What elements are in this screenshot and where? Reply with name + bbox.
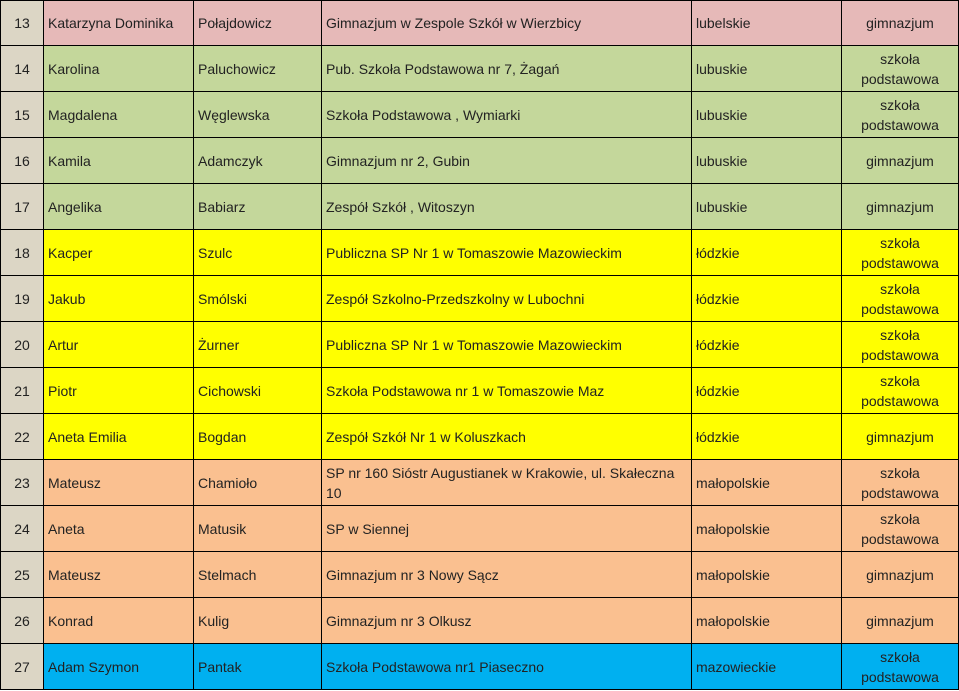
row-number: 27 [1, 644, 44, 690]
school-type: gimnazjum [842, 1, 959, 46]
first-name: Piotr [44, 368, 194, 414]
school-type: szkoła podstawowa [842, 368, 959, 414]
school-name: Gimnazjum nr 3 Nowy Sącz [322, 552, 692, 598]
table-row [1, 644, 959, 690]
region: małopolskie [692, 506, 842, 552]
school-type: gimnazjum [842, 598, 959, 644]
row-number: 21 [1, 368, 44, 414]
first-name: Angelika [44, 184, 194, 230]
table-row [1, 276, 959, 322]
last-name: Kulig [194, 598, 322, 644]
last-name: Babiarz [194, 184, 322, 230]
region: lubuskie [692, 138, 842, 184]
last-name: Stelmach [194, 552, 322, 598]
table-row [1, 230, 959, 276]
table-row [1, 1, 959, 46]
last-name: Matusik [194, 506, 322, 552]
row-number: 17 [1, 184, 44, 230]
row-number: 22 [1, 414, 44, 460]
school-name: Pub. Szkoła Podstawowa nr 7, Żagań [322, 46, 692, 92]
last-name: Żurner [194, 322, 322, 368]
first-name: Mateusz [44, 552, 194, 598]
school-type: szkoła podstawowa [842, 322, 959, 368]
school-name: Gimnazjum nr 2, Gubin [322, 138, 692, 184]
first-name: Katarzyna Dominika [44, 1, 194, 46]
first-name: Konrad [44, 598, 194, 644]
table-row [1, 368, 959, 414]
last-name: Szulc [194, 230, 322, 276]
region: małopolskie [692, 552, 842, 598]
school-type: szkoła podstawowa [842, 644, 959, 690]
school-name: Publiczna SP Nr 1 w Tomaszowie Mazowieckim [322, 322, 692, 368]
school-type: gimnazjum [842, 414, 959, 460]
table-row [1, 552, 959, 598]
last-name: Węglewska [194, 92, 322, 138]
school-type: gimnazjum [842, 552, 959, 598]
school-name: Zespół Szkolno-Przedszkolny w Lubochni [322, 276, 692, 322]
school-name: Szkoła Podstawowa nr 1 w Tomaszowie Maz [322, 368, 692, 414]
school-type: szkoła podstawowa [842, 506, 959, 552]
region: lubelskie [692, 1, 842, 46]
first-name: Karolina [44, 46, 194, 92]
first-name: Kamila [44, 138, 194, 184]
last-name: Cichowski [194, 368, 322, 414]
school-name: Zespół Szkół , Witoszyn [322, 184, 692, 230]
region: lubuskie [692, 184, 842, 230]
table-row [1, 92, 959, 138]
region: łódzkie [692, 414, 842, 460]
school-type: szkoła podstawowa [842, 92, 959, 138]
first-name: Aneta Emilia [44, 414, 194, 460]
last-name: Paluchowicz [194, 46, 322, 92]
first-name: Kacper [44, 230, 194, 276]
school-type: gimnazjum [842, 138, 959, 184]
row-number: 25 [1, 552, 44, 598]
row-number: 14 [1, 46, 44, 92]
school-name: Zespół Szkół Nr 1 w Koluszkach [322, 414, 692, 460]
last-name: Pantak [194, 644, 322, 690]
school-name: SP nr 160 Sióstr Augustianek w Krakowie, ul. Skałeczna 10 [322, 460, 692, 506]
school-name: Gimnazjum w Zespole Szkół w Wierzbicy [322, 1, 692, 46]
row-number: 26 [1, 598, 44, 644]
region: łódzkie [692, 322, 842, 368]
first-name: Jakub [44, 276, 194, 322]
first-name: Magdalena [44, 92, 194, 138]
last-name: Chamioło [194, 460, 322, 506]
region: łódzkie [692, 276, 842, 322]
school-name: Szkoła Podstawowa , Wymiarki [322, 92, 692, 138]
row-number: 15 [1, 92, 44, 138]
region: małopolskie [692, 460, 842, 506]
row-number: 23 [1, 460, 44, 506]
school-type: szkoła podstawowa [842, 276, 959, 322]
school-name: SP w Siennej [322, 506, 692, 552]
region: lubuskie [692, 92, 842, 138]
table-row [1, 506, 959, 552]
school-name: Publiczna SP Nr 1 w Tomaszowie Mazowieckim [322, 230, 692, 276]
table-row [1, 460, 959, 506]
school-type: szkoła podstawowa [842, 460, 959, 506]
school-type: gimnazjum [842, 184, 959, 230]
row-number: 18 [1, 230, 44, 276]
last-name: Połajdowicz [194, 1, 322, 46]
table-row [1, 322, 959, 368]
last-name: Adamczyk [194, 138, 322, 184]
region: lubuskie [692, 46, 842, 92]
school-name: Gimnazjum nr 3 Olkusz [322, 598, 692, 644]
row-number: 19 [1, 276, 44, 322]
row-number: 16 [1, 138, 44, 184]
first-name: Adam Szymon [44, 644, 194, 690]
last-name: Smólski [194, 276, 322, 322]
table-row [1, 46, 959, 92]
first-name: Artur [44, 322, 194, 368]
row-number: 24 [1, 506, 44, 552]
row-number: 20 [1, 322, 44, 368]
table-row [1, 138, 959, 184]
school-type: szkoła podstawowa [842, 230, 959, 276]
region: łódzkie [692, 230, 842, 276]
school-name: Szkoła Podstawowa nr1 Piaseczno [322, 644, 692, 690]
region: łódzkie [692, 368, 842, 414]
first-name: Aneta [44, 506, 194, 552]
region: małopolskie [692, 598, 842, 644]
table-row [1, 184, 959, 230]
first-name: Mateusz [44, 460, 194, 506]
row-number: 13 [1, 1, 44, 46]
table-row [1, 598, 959, 644]
region: mazowieckie [692, 644, 842, 690]
last-name: Bogdan [194, 414, 322, 460]
school-type: szkoła podstawowa [842, 46, 959, 92]
table-row [1, 414, 959, 460]
